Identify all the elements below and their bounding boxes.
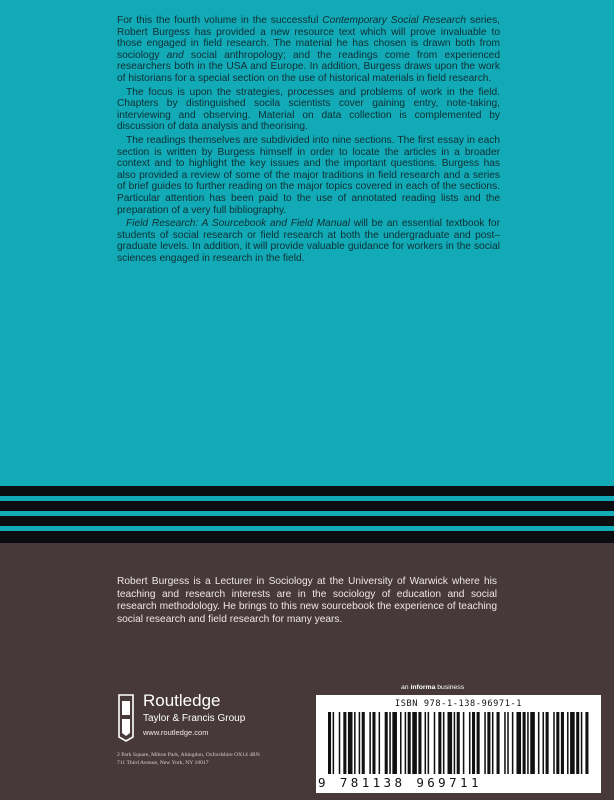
barcode-bar [392, 712, 397, 774]
barcode-bar [425, 712, 427, 774]
barcode-bar [484, 712, 486, 774]
barcode-bar [463, 712, 465, 774]
barcode-bar [389, 712, 391, 774]
blurb-text: series, Robert Burgess has provided a new resource text which will prove invaluable to those engaged in field research. The material he has chosen is drawn both from sociology [117, 15, 500, 61]
barcode-bar [339, 712, 341, 774]
barcode-bar [543, 712, 545, 774]
stripe-dark [0, 486, 614, 496]
blurb-paragraph-3: The readings themselves are subdivided into nine sections. The first essay in each section is written by Burgess himself in order to locate the articles in a broader context and to highlight the key issues and the important questions. Burgess has also provided a review of some of the major traditions in field research and a series of brief guides to further reading on the major topics covered in each of the sections. Particular attention has been paid to the use of annotated reading lists and the preparation of a very full bibliography. [117, 134, 500, 216]
informa-suffix: business [435, 684, 465, 691]
barcode-bar [570, 712, 575, 774]
blurb-text: will be an essential textbook for students of social research or field research at both the undergraduate and post–graduate levels. In addition, it will provide valuable guidance for workers in the social sciences engaged in research in the field. [117, 218, 500, 264]
barcode-bar [576, 712, 579, 774]
barcode-bar [546, 712, 549, 774]
informa-word: informa [410, 684, 436, 691]
barcode-bar [585, 712, 588, 774]
barcode-bar [343, 712, 346, 774]
address-line: 2 Park Square, Milton Park, Abingdon, Oxfordshire OX14 4RN [117, 752, 260, 758]
blurb-text: For this the fourth volume in the successful [117, 15, 323, 26]
barcode-bar [385, 712, 388, 774]
publisher-name: Routledge [143, 691, 221, 710]
barcode-bar [497, 712, 500, 774]
blurb [117, 15, 500, 266]
barcode-bar [523, 712, 526, 774]
stripe-dark [0, 501, 614, 511]
barcode-bar [443, 712, 445, 774]
barcode-bar [412, 712, 417, 774]
barcode-bar [428, 712, 430, 774]
author-bio: Robert Burgess is a Lecturer in Sociology at the University of Warwick where his teaching and research interests are in the sociology of education and social research methodology. He brings to this new sourcebook the experience of teaching social research and field research for many years. [117, 576, 497, 625]
barcode-bar [581, 712, 583, 774]
barcode-bar [516, 712, 521, 774]
barcode-bar [556, 712, 559, 774]
barcode-bar [362, 712, 365, 774]
informa-tag [401, 684, 464, 691]
barcode-bar [359, 712, 361, 774]
stripe-dark [0, 531, 614, 543]
barcode-bar [379, 712, 381, 774]
barcode-bar [512, 712, 514, 774]
bottom-panel [0, 543, 614, 800]
barcode-bar [418, 712, 421, 774]
barcode-bar [530, 712, 535, 774]
barcode-bar [405, 712, 407, 774]
publisher-url: www.routledge.com [143, 728, 209, 737]
ean-digits: 9 781138 969711 [318, 775, 482, 790]
barcode-bar [438, 712, 441, 774]
barcode-bar [457, 712, 460, 774]
barcode-bar [400, 712, 402, 774]
barcode-bar [372, 712, 375, 774]
blurb-text: social anthropology; and the readings come from experienced researchers both in the USA and Europe. In addition, Burgess draws upon the work of historians for a special section on the use of historical materials in field research. [117, 49, 500, 84]
barcode-bar [448, 712, 453, 774]
blurb-paragraph-4 [117, 218, 500, 264]
barcode-bar [434, 712, 436, 774]
barcode-bar [469, 712, 471, 774]
publisher-group: Taylor & Francis Group [143, 713, 246, 724]
blurb-paragraph-2: The focus is upon the strategies, processes and problems of work in the field. Chapters by distinguished socila scientists cover gaining entry, note-taking, interviewing and observing. Material on data collection is complemented by discussion of data analysis and theorising. [117, 86, 500, 133]
series-title: Contemporary Social Research [322, 15, 467, 26]
barcode-bar [369, 712, 371, 774]
barcode-bar [477, 712, 480, 774]
publisher-logo [115, 693, 315, 749]
barcode-bar [328, 712, 331, 774]
barcode-box [316, 695, 601, 793]
barcode-bar [561, 712, 564, 774]
barcode-bar [354, 712, 356, 774]
blurb-emphasis: and [166, 49, 184, 61]
routledge-logo-icon [115, 693, 137, 743]
barcode-bar [567, 712, 569, 774]
informa-prefix: an [401, 684, 411, 691]
barcode-bar [348, 712, 353, 774]
barcode-bar [527, 712, 529, 774]
publisher-address [117, 751, 260, 767]
barcode-bar [507, 712, 509, 774]
isbn-text: ISBN 978-1-138-96971-1 [394, 699, 523, 709]
barcode-bar [538, 712, 540, 774]
barcode-bar [553, 712, 555, 774]
barcode-bar [492, 712, 494, 774]
barcode-bar [472, 712, 475, 774]
barcode-bar [333, 712, 335, 774]
barcode-bar [408, 712, 411, 774]
barcode-icon [328, 712, 590, 774]
book-title: Field Research: A Sourcebook and Field Manual [126, 218, 350, 230]
barcode-bar [487, 712, 490, 774]
stripe-dark [0, 516, 614, 526]
barcode-bar [504, 712, 506, 774]
address-line: 711 Third Avenue, New York, NY 10017 [117, 760, 209, 766]
blurb-paragraph-1 [117, 15, 500, 85]
barcode-bar [454, 712, 456, 774]
